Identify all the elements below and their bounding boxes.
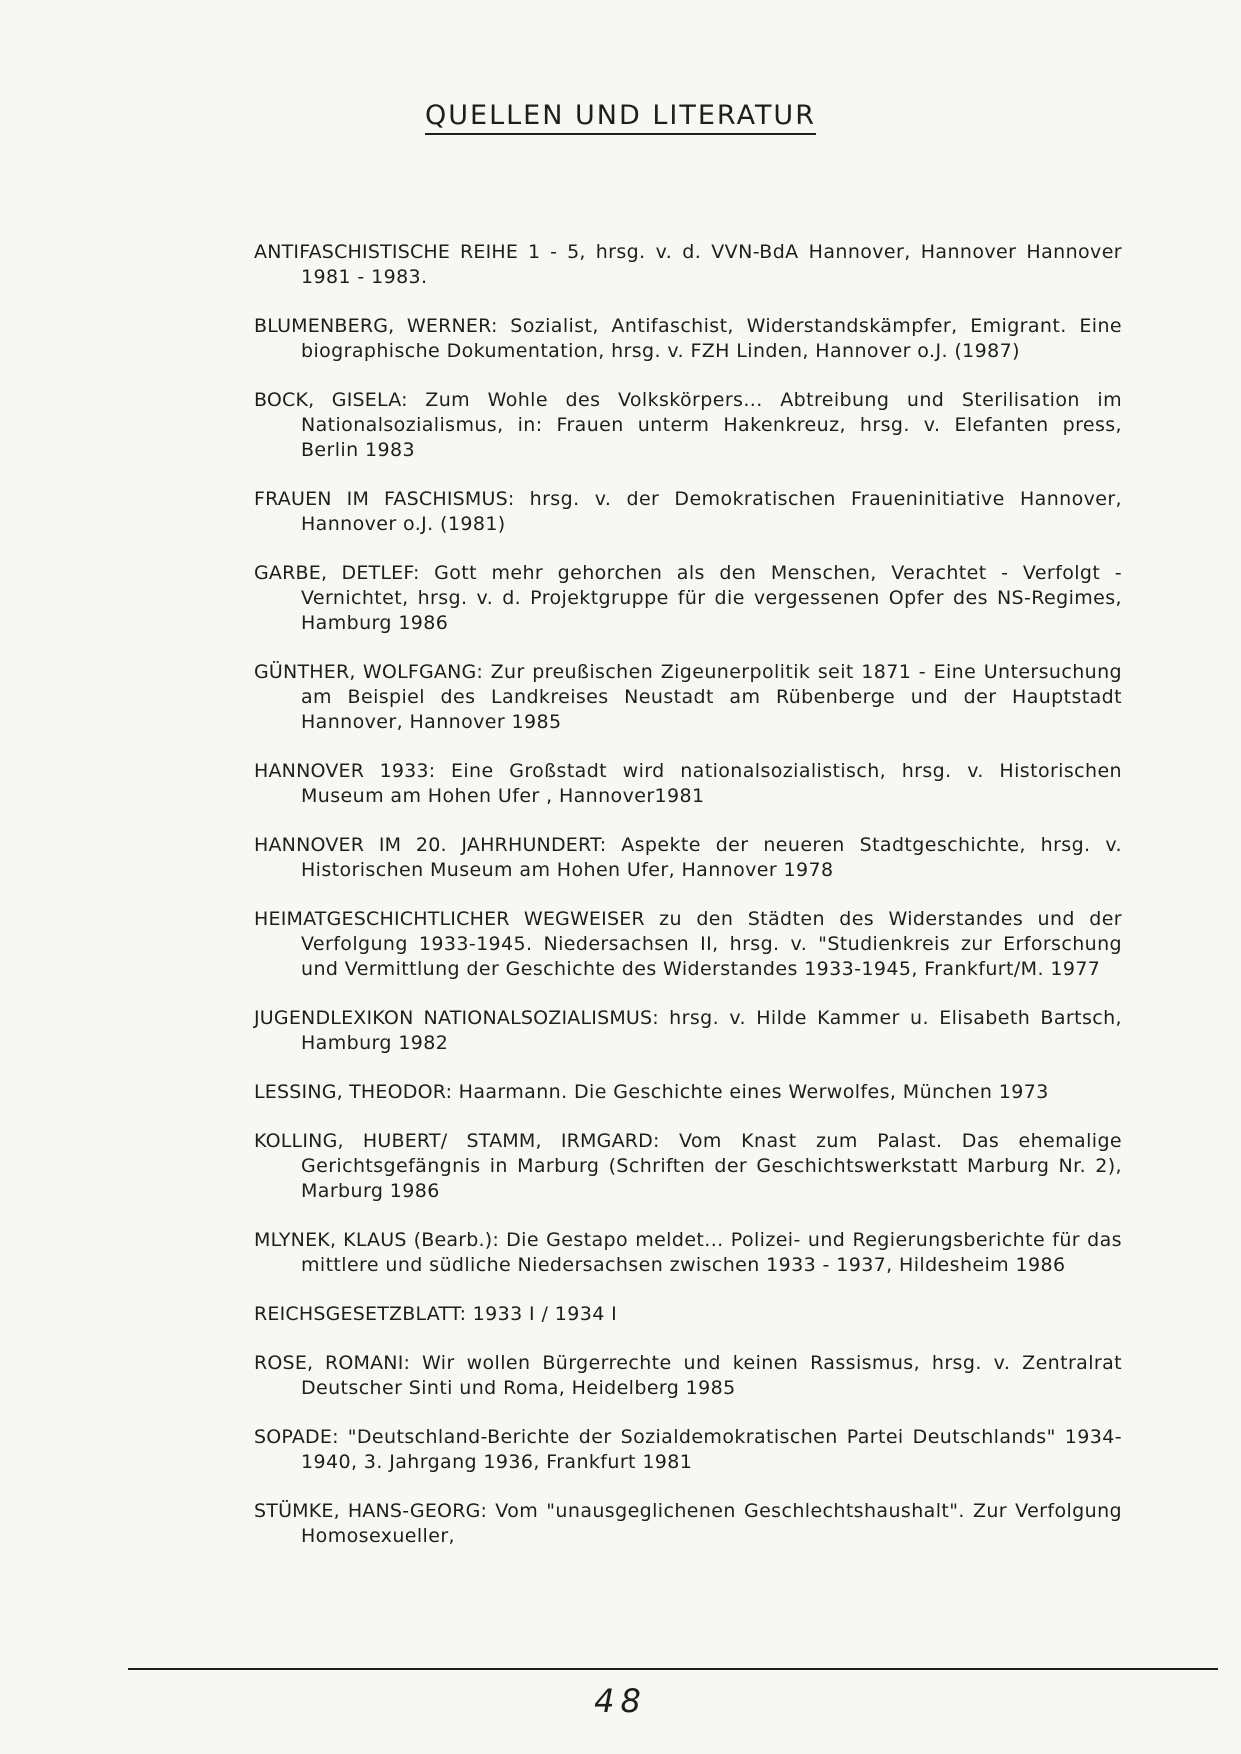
reference-details: hrsg. v. Hilde Kammer u. Elisabeth Bartsch, Hamburg 1982 <box>301 1007 1122 1054</box>
reference-details: 1933 I / 1934 I <box>466 1303 618 1325</box>
reference-entry <box>254 907 1122 982</box>
reference-entry <box>254 1080 1122 1105</box>
reference-details: Die Gestapo meldet... Polizei- und Regierungsberichte für das mittlere und südliche Niedersachsen zwischen 1933 - 1937, Hildesheim 1986 <box>301 1229 1122 1276</box>
reference-details: Haarmann. Die Geschichte eines Werwolfes, München 1973 <box>452 1081 1049 1103</box>
reference-details: Vom "unausgeglichenen Geschlechtshaushalt". Zur Verfolgung Homosexueller, <box>301 1500 1122 1547</box>
reference-entry <box>254 1129 1122 1204</box>
reference-details: Gott mehr gehorchen als den Menschen, Verachtet - Verfolgt - Vernichtet, hrsg. v. d. Projektgruppe für die vergessenen Opfer des NS-Regimes, Hamburg 1986 <box>301 562 1122 634</box>
reference-author: SOPADE: <box>254 1426 339 1448</box>
reference-details: zu den Städten des Widerstandes und der Verfolgung 1933-1945. Niedersachsen II, hrsg. v. "Studienkreis zur Erforschung und Vermittlung der Geschichte des Widerstandes 1933-1945, Frankfurt/M. 1977 <box>301 908 1122 980</box>
reference-entry <box>254 833 1122 883</box>
reference-entry <box>254 314 1122 364</box>
reference-author: HANNOVER IM 20. JAHRHUNDERT: <box>254 834 607 856</box>
reference-author: FRAUEN IM FASCHISMUS: <box>254 488 515 510</box>
reference-details: Wir wollen Bürgerrechte und keinen Rassismus, hrsg. v. Zentralrat Deutscher Sinti und Roma, Heidelberg 1985 <box>301 1352 1122 1399</box>
reference-author: JUGENDLEXIKON NATIONALSOZIALISMUS: <box>254 1007 659 1029</box>
reference-author: BOCK, GISELA: <box>254 389 408 411</box>
reference-details: Vom Knast zum Palast. Das ehemalige Gerichtsgefängnis in Marburg (Schriften der Geschichtswerkstatt Marburg Nr. 2), Marburg 1986 <box>301 1130 1122 1202</box>
reference-author: GÜNTHER, WOLFGANG: <box>254 661 484 683</box>
page-number: 48 <box>594 1682 647 1720</box>
reference-list <box>254 240 1122 1573</box>
reference-entry <box>254 1006 1122 1056</box>
reference-entry <box>254 1351 1122 1401</box>
reference-entry <box>254 240 1122 290</box>
reference-author: MLYNEK, KLAUS (Bearb.): <box>254 1229 499 1251</box>
reference-entry <box>254 660 1122 735</box>
reference-details: Zum Wohle des Volkskörpers... Abtreibung und Sterilisation im Nationalsozialismus, in: Frauen unterm Hakenkreuz, hrsg. v. Elefanten press, Berlin 1983 <box>301 389 1122 461</box>
reference-author: LESSING, THEODOR: <box>254 1081 453 1103</box>
reference-details: Sozialist, Antifaschist, Widerstandskämpfer, Emigrant. Eine biographische Dokumentation, hrsg. v. FZH Linden, Hannover o.J. (1987) <box>301 315 1122 362</box>
reference-details: "Deutschland-Berichte der Sozialdemokratischen Partei Deutschlands" 1934-1940, 3. Jahrgang 1936, Frankfurt 1981 <box>301 1426 1122 1473</box>
reference-author: REICHSGESETZBLATT: <box>254 1303 467 1325</box>
reference-details: Eine Großstadt wird nationalsozialistisch, hrsg. v. Historischen Museum am Hohen Ufer , Hannover1981 <box>301 760 1122 807</box>
reference-entry <box>254 1228 1122 1278</box>
reference-details: Aspekte der neueren Stadtgeschichte, hrsg. v. Historischen Museum am Hohen Ufer, Hannover 1978 <box>301 834 1122 881</box>
reference-entry <box>254 561 1122 636</box>
reference-author: GARBE, DETLEF: <box>254 562 420 584</box>
reference-author: KOLLING, HUBERT/ STAMM, IRMGARD: <box>254 1130 660 1152</box>
reference-details: hrsg. v. der Demokratischen Fraueninitiative Hannover, Hannover o.J. (1981) <box>301 488 1122 535</box>
reference-details: Zur preußischen Zigeunerpolitik seit 1871 - Eine Untersuchung am Beispiel des Landkreises Neustadt am Rübenberge und der Hauptstadt Hannover, Hannover 1985 <box>301 661 1123 733</box>
reference-entry <box>254 1499 1122 1549</box>
reference-entry <box>254 759 1122 809</box>
page-title-text: QUELLEN UND LITERATUR <box>425 100 816 135</box>
footer-divider <box>128 1668 1218 1670</box>
reference-author: BLUMENBERG, WERNER: <box>254 315 498 337</box>
reference-author: HANNOVER 1933: <box>254 760 436 782</box>
reference-author: STÜMKE, HANS-GEORG: <box>254 1500 488 1522</box>
reference-entry <box>254 1302 1122 1327</box>
reference-author: ROSE, ROMANI: <box>254 1352 411 1374</box>
reference-author: ANTIFASCHISTISCHE REIHE 1 - 5, <box>254 241 586 263</box>
reference-details: hrsg. v. d. VVN-BdA Hannover, Hannover Hannover 1981 - 1983. <box>301 241 1122 288</box>
reference-entry <box>254 1425 1122 1475</box>
reference-author: HEIMATGESCHICHTLICHER WEGWEISER <box>254 908 645 930</box>
reference-entry <box>254 388 1122 463</box>
page-title <box>0 100 1241 131</box>
reference-entry <box>254 487 1122 537</box>
